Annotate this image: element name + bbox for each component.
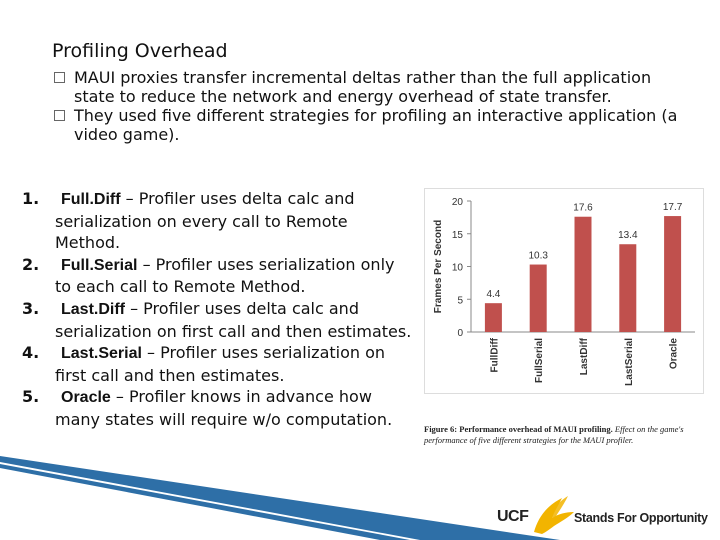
bullet-item [54,68,694,106]
x-tick-label: FullSerial [534,338,546,384]
caption-bold: Figure 6: Performance overhead of MAUI profiling. [424,424,613,434]
strategy-name: Last.Serial [61,345,142,363]
strategy-item [22,342,412,386]
slide-title: Profiling Overhead [52,40,228,62]
bullet-text: They used five different strategies for profiling an interactive application (a video game). [74,106,678,144]
y-axis-label: Frames Per Second [433,219,444,314]
x-tick-label: FullDiff [489,338,501,373]
figure-caption [424,424,714,446]
square-bullet-icon [54,110,65,121]
ucf-logo-text: UCF [497,508,529,525]
fps-bar-chart [425,189,703,393]
strategy-number: 4. [22,343,40,363]
y-tick-label: 5 [457,295,463,307]
caption-text: Effect on the game's performance of five different strategies for the MAUI profiler. [424,424,684,445]
pegasus-logo-icon [528,492,576,536]
y-tick-label: 20 [451,197,463,208]
strategy-number: 3. [22,298,40,318]
strategy-number: 5. [22,387,40,407]
y-tick-label: 15 [451,229,463,241]
strategy-desc: – Profiler knows in advance how many states will require w/o computation. [55,387,393,429]
strategy-item [22,386,412,430]
bar [664,216,681,332]
strategy-number: 2. [22,254,40,274]
strategy-desc: – Profiler uses serialization on first call and then estimates. [55,343,386,385]
bar [575,217,592,332]
strategy-desc: – Profiler uses delta calc and serialization on first call and then estimates. [55,298,412,341]
bullet-item [54,106,694,144]
bar [619,244,636,332]
slogan-text: Stands For Opportunity [574,511,708,525]
strategy-name: Full.Diff [61,191,121,208]
strategy-name: Oracle [61,389,111,407]
bar-value-label: 13.4 [618,230,638,242]
bar-value-label: 17.6 [573,202,593,214]
x-tick-label: LastDiff [579,338,590,376]
bar-value-label: 4.4 [486,289,501,301]
y-tick-label: 10 [451,262,463,274]
strategy-item [22,298,412,342]
bar [485,303,502,332]
bullet-text: MAUI proxies transfer incremental deltas rather than the full application state to reduce the network and energy overhead of state transfer. [74,68,652,106]
strategy-desc: – Profiler uses serialization only to each call to Remote Method. [55,254,395,297]
footer-stripe [0,464,410,540]
footer-band [0,456,720,540]
x-tick-label: Oracle [668,338,680,370]
y-tick-label: 0 [457,328,463,339]
bullet-list [54,68,694,144]
strategy-item [22,188,412,254]
footer-stripe [0,456,560,540]
bar [530,265,547,332]
strategy-name: Last.Diff [61,300,125,318]
strategy-number: 1. [22,189,40,208]
x-tick-label: LastSerial [623,338,635,386]
bar-value-label: 17.7 [662,202,683,214]
square-bullet-icon [54,72,65,83]
strategy-item [22,254,412,298]
strategy-desc: – Profiler uses delta calc and serialization on every call to Remote Method. [55,189,355,253]
fps-chart [424,188,704,394]
strategy-name: Full.Serial [61,256,138,274]
strategy-list [22,188,412,431]
bar-value-label: 10.3 [528,250,548,262]
